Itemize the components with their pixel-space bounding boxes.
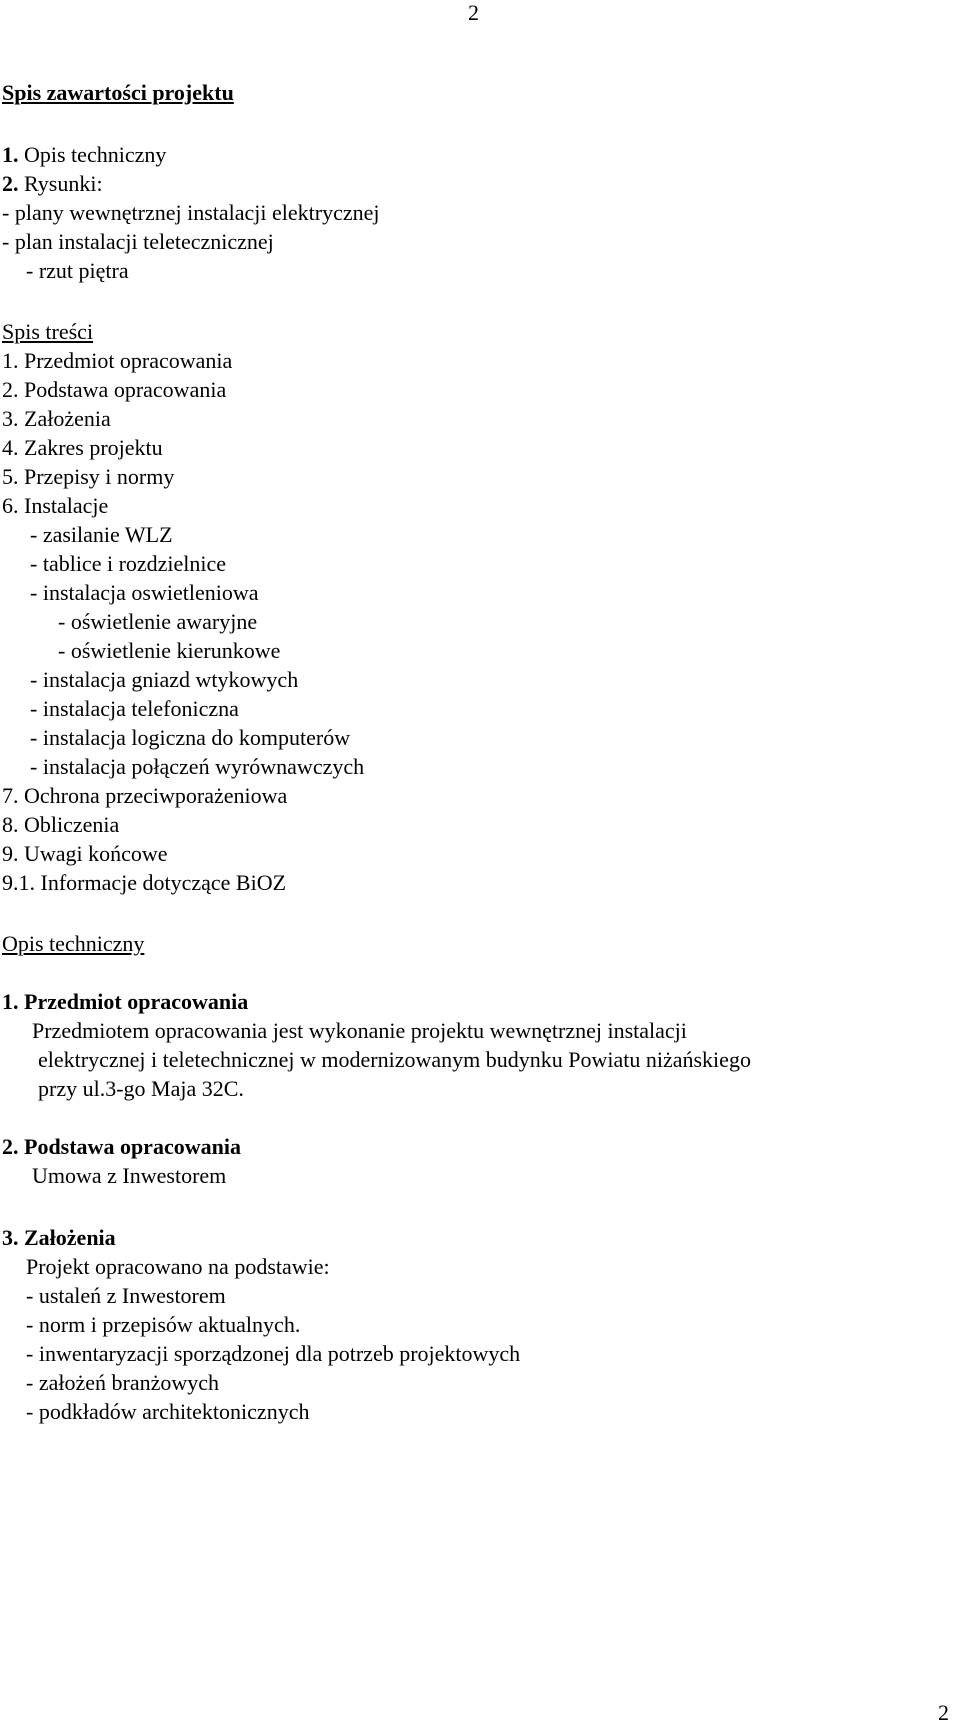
section-1-line: przy ul.3-go Maja 32C. [38,1076,244,1101]
toc-item: 7. Ochrona przeciwporażeniowa [2,783,288,808]
contents-sub-1: - plany wewnętrznej instalacji elektrycznej [2,200,380,225]
section-3-line: - założeń branżowych [26,1370,220,1395]
section-3-line: Projekt opracowano na podstawie: [26,1254,330,1279]
toc-item: 9. Uwagi końcowe [2,841,168,866]
section-2-text: Umowa z Inwestorem [32,1163,227,1188]
toc-subitem: - instalacja gniazd wtykowych [30,667,299,692]
contents-heading: Spis zawartości projektu [2,80,234,105]
toc-subitem: - tablice i rozdzielnice [30,551,227,576]
toc-item: 2. Podstawa opracowania [2,377,227,402]
tech-heading: Opis techniczny [2,931,145,956]
toc-subitem: - instalacja logiczna do komputerów [30,725,351,750]
toc-subitem: - instalacja połączeń wyrównawczych [30,754,365,779]
section-1-line: elektrycznej i teletechnicznej w modernizowanym budynku Powiatu niżańskiego [38,1047,751,1072]
toc-item: 3. Założenia [2,406,111,431]
toc-item: 8. Obliczenia [2,812,120,837]
section-1-title: 1. Przedmiot opracowania [2,989,249,1014]
toc-item: 9.1. Informacje dotyczące BiOZ [2,870,287,895]
section-2-title: 2. Podstawa opracowania [2,1134,241,1159]
toc-item: 1. Przedmiot opracowania [2,348,233,373]
toc-subsubitem: - oświetlenie kierunkowe [58,638,281,663]
toc-item: 4. Zakres projektu [2,435,163,460]
section-3-line: - inwentaryzacji sporządzonej dla potrzeb projektowych [26,1341,521,1366]
section-3-line: - podkładów architektonicznych [26,1399,310,1424]
contents-item-1-num: 1. [2,142,19,167]
contents-sub-2: - plan instalacji teletecznicznej [2,229,274,254]
contents-item-2 [2,171,103,197]
contents-item-2-text: Rysunki: [18,171,103,196]
toc-subitem: - zasilanie WLZ [30,522,173,547]
section-3-title: 3. Założenia [2,1225,116,1250]
section-3-line: - norm i przepisów aktualnych. [26,1312,301,1337]
page-number-bottom: 2 [938,1700,949,1725]
contents-sub-3: - rzut piętra [26,258,129,283]
section-3-line: - ustaleń z Inwestorem [26,1283,226,1308]
toc-item: 5. Przepisy i normy [2,464,175,489]
toc-subitem: - instalacja telefoniczna [30,696,239,721]
contents-item-1-text: Opis techniczny [18,142,167,167]
toc-heading: Spis treści [2,319,94,344]
contents-item-2-num: 2. [2,171,19,196]
toc-subitem: - instalacja oswietleniowa [30,580,259,605]
toc-subsubitem: - oświetlenie awaryjne [58,609,258,634]
page-number-top: 2 [468,0,479,25]
contents-item-1 [2,142,166,168]
section-1-line: Przedmiotem opracowania jest wykonanie projektu wewnętrznej instalacji [32,1018,687,1043]
toc-item: 6. Instalacje [2,493,109,518]
